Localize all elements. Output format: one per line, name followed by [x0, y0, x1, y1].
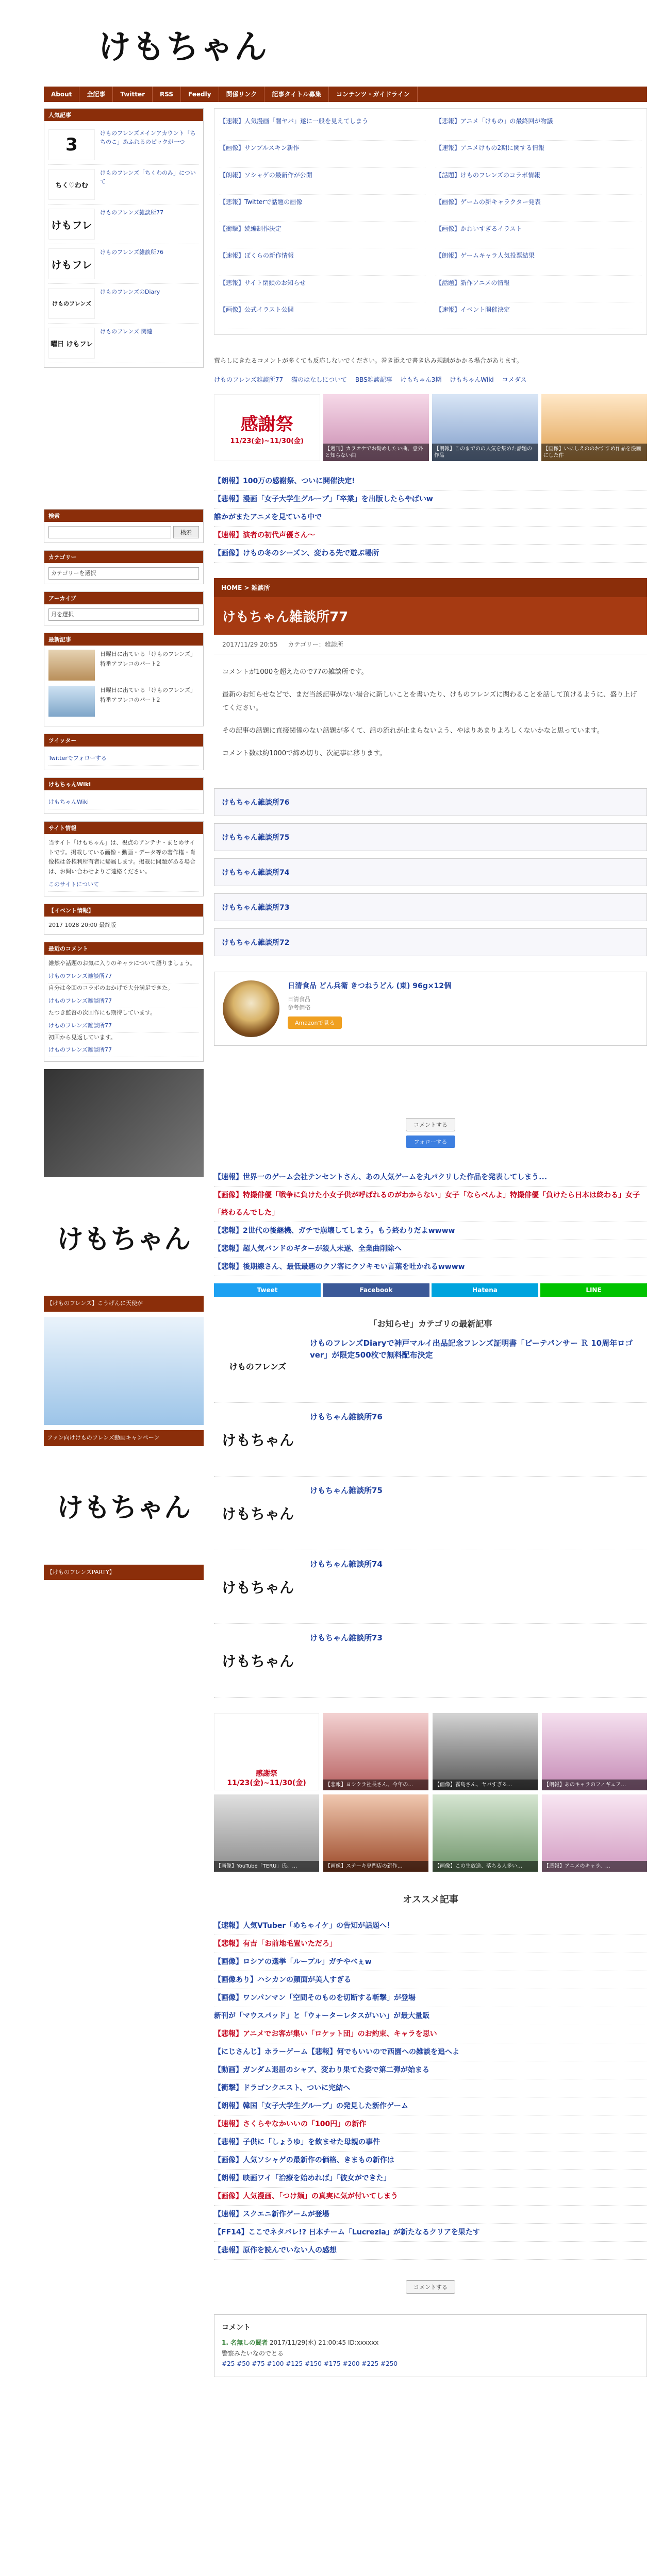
grid-card[interactable] — [542, 1794, 647, 1872]
comment-actions — [214, 1118, 647, 1148]
ad-caption: 【週刊】カラオケでお勧めしたい曲、意外と知らない曲 — [323, 444, 429, 461]
mid-link[interactable]: 【悲報】後期線さん、最低最悪のクソ客にクソキモい言葉を吐かれるwwww — [214, 1258, 647, 1276]
banner-text: けもちゃん — [56, 1493, 191, 1524]
rank-thumb: 曜日 けもフレ — [48, 328, 95, 359]
grid-card[interactable] — [323, 1794, 428, 1872]
buy-button[interactable]: Amazonで見る — [288, 1016, 342, 1029]
mid-link[interactable]: 【速報】世界一のゲーム会社テンセントさん、あの人気ゲームを丸パクリした作品を発表してしまう... — [214, 1168, 647, 1187]
headline-ticker — [214, 108, 647, 335]
event-text: 2017 1028 20:00 最終版 — [48, 921, 117, 928]
category-select[interactable]: カテゴリーを選択 — [48, 567, 199, 580]
sidebar-photo-banner[interactable] — [44, 1069, 204, 1177]
nav-about[interactable]: About — [44, 87, 79, 102]
search-title: 検索 — [44, 510, 203, 522]
nav-rss[interactable]: RSS — [153, 87, 181, 102]
ad-card[interactable] — [432, 394, 538, 461]
rank-item[interactable] — [48, 125, 199, 165]
headline-link[interactable]: 【悲報】サイト閉鎖のお知らせ — [220, 276, 425, 302]
bottom-link[interactable]: 【にじさんじ】ホラーゲーム【悲報】何でもいいので西園への雑談を追へよ — [214, 2043, 647, 2061]
mid-link-list — [214, 1168, 647, 1276]
article-body — [214, 654, 647, 781]
recent-item[interactable] — [48, 686, 199, 717]
category-thumb: けもちゃん — [221, 1432, 294, 1449]
top-link[interactable]: 誰かがまたアニメを見ている中で — [214, 509, 647, 527]
sidebar-banner[interactable] — [44, 1317, 204, 1425]
banner-caption[interactable]: 【けものフレンズ】こうげんに天使が — [44, 1296, 204, 1312]
bottom-link[interactable]: 【画像】人気漫画、「つけ麺」の真実に気が付いてしまう — [214, 2188, 647, 2206]
line-button[interactable]: LINE — [540, 1283, 647, 1297]
facebook-button[interactable]: Facebook — [323, 1283, 429, 1297]
product-maker: 日清食品 — [288, 996, 310, 1003]
ad-card[interactable] — [323, 394, 429, 461]
headline-link[interactable]: 【話題】新作アニメの情報 — [436, 276, 641, 302]
sub-nav-link[interactable]: けものフレンズ雑談所77 — [214, 376, 284, 384]
top-link[interactable]: 【速報】演者の初代声優さん～ — [214, 527, 647, 545]
osusume-heading: オススメ記事 — [403, 1894, 458, 1906]
comment-area — [214, 2314, 647, 2377]
comment-link[interactable]: けものフレンズ雑談所77 — [48, 1042, 199, 1057]
bottom-link[interactable]: 【画像】ロシアの選挙「ループル」ガチやべぇw — [214, 1953, 647, 1971]
rank-text[interactable]: けものフレンズ雑談所77 — [100, 209, 163, 216]
site-header — [0, 0, 662, 82]
headline-link[interactable]: 【悲報】Twitterで話題の画像 — [220, 195, 425, 222]
rank-text[interactable]: けものフレンズのDiary — [100, 289, 160, 295]
grid-caption: 【画像】ステーキ専門店の新作… — [323, 1861, 428, 1872]
wiki-title: けもちゃんWiki — [44, 778, 203, 790]
bottom-link[interactable]: 【FF14】ここでネタバレ!? 日本チーム「Lucrezia」が新たなるクリアを果たす — [214, 2224, 647, 2242]
comment-entry — [222, 2337, 639, 2369]
bottom-link[interactable]: 【画像あり】ハシカンの顔面が美人すぎる — [214, 1971, 647, 1989]
headline-link[interactable]: 【速報】アニメけもの2期に関する情報 — [436, 141, 641, 167]
notice-text: 荒らしにきたるコメントが多くても反応しないでください。巻き添えで書き込み規制がかかる場合があります。 — [214, 357, 523, 364]
article-paragraph: 最新のお知らせなどで、まだ当該記事がない場合に新しいことを書いたり、けものフレンズに関わることを話して頂けるように、盛り上げてください。 — [222, 691, 637, 713]
banner-caption[interactable]: 【けものフレンズPARTY】 — [44, 1565, 204, 1581]
related-link[interactable]: けもちゃん雑談所75 — [214, 823, 647, 851]
nav-twitter[interactable]: Twitter — [113, 87, 153, 102]
bottom-link[interactable]: 【悲報】原作を読んでいない人の感想 — [214, 2242, 647, 2260]
banner-text: けもちゃん — [56, 1224, 191, 1255]
comment-heading: コメント — [222, 2324, 251, 2332]
comment-actions-bottom — [214, 2280, 647, 2294]
comment-text: 雑然や話題のお気に入りのキャラについて語りましょう。 — [48, 960, 196, 967]
bottom-link[interactable]: 【悲報】子供に「しょうゆ」を飲ませた母親の事件 — [214, 2133, 647, 2151]
sub-nav-link[interactable]: コメダス — [502, 376, 527, 384]
event-box — [44, 904, 204, 935]
category-text[interactable]: けもちゃん雑談所75 — [310, 1486, 383, 1496]
grid-card[interactable] — [542, 1713, 647, 1790]
product-card — [214, 972, 647, 1046]
sale-date: 11/23(金)~11/30(金) — [230, 437, 304, 446]
share-row — [214, 1283, 647, 1297]
grid-sale[interactable] — [214, 1713, 319, 1790]
bottom-link[interactable]: 【衝撃】ドラゴンクエスト、ついに完結へ — [214, 2079, 647, 2097]
rank-item[interactable] — [48, 284, 199, 324]
headline-link[interactable]: 【画像】かわいすぎるイラスト — [436, 222, 641, 248]
site-logo[interactable]: けもちゃん — [98, 28, 268, 66]
comment-link[interactable]: けものフレンズ雑談所77 — [48, 993, 199, 1008]
twitter-box — [44, 734, 204, 770]
sub-nav-link[interactable]: BBS雑談記事 — [355, 376, 392, 384]
product-price-hint: 参考価格 — [288, 1004, 310, 1011]
rank-item[interactable] — [48, 165, 199, 205]
comment-date: 2017/11/29(水) 21:00:45 ID:xxxxxx — [269, 2339, 379, 2347]
twitter-link[interactable]: Twitterでフォローする — [48, 751, 199, 766]
grid-caption: 【画像】この生放送、落ちる人多い… — [433, 1861, 538, 1872]
search-input[interactable] — [48, 526, 171, 538]
recent-item[interactable] — [48, 650, 199, 681]
related-link[interactable]: けもちゃん雑談所76 — [214, 788, 647, 816]
sidebar-banner[interactable] — [44, 1451, 204, 1560]
mid-link[interactable]: 【画像】特撮俳優「戦争に負けた小女子供が呼ばれるのがわからない」女子「ならべんよ」特撮俳優「負けたら日本は終わる」女子「終わるんでした」 — [214, 1187, 647, 1222]
archive-select[interactable]: 月を選択 — [48, 608, 199, 621]
wiki-link[interactable]: けもちゃんWiki — [48, 794, 199, 809]
comment-link[interactable]: けものフレンズ雑談所77 — [48, 969, 199, 984]
category-thumb: けもちゃん — [221, 1505, 294, 1523]
bottom-link[interactable]: 【動画】ガンダム退屈のシャア、変わり果てた姿で第二弾が始まる — [214, 2061, 647, 2079]
headline-link[interactable]: 【朗報】ソシャゲの最新作が公開 — [220, 168, 425, 195]
comment-text: 自分は今回のコラボのおかげで大分満足できた。 — [48, 985, 173, 992]
wiki-box — [44, 777, 204, 814]
article-paragraph: その記事の話題に直接関係のない話題が多くて、話の流れが止まらないよう、やはりあまりよろしくないかなと思っています。 — [222, 727, 604, 735]
sub-nav — [214, 375, 647, 384]
nav-title-request[interactable]: 記事タイトル募集 — [264, 87, 329, 102]
nav-related-links[interactable]: 関係リンク — [219, 87, 265, 102]
bottom-link[interactable]: 【画像】人気ソシャゲの最新作の価格、きまもの新作は — [214, 2151, 647, 2170]
archive-box — [44, 591, 204, 625]
bottom-link[interactable]: 新刊が「マウスパッド」と「ウォーターレタスがいい」が最大量販 — [214, 2007, 647, 2025]
sub-nav-link[interactable]: けもちゃん3期 — [400, 376, 442, 384]
top-link[interactable]: 【朗報】100万の感謝祭、ついに開催決定! — [214, 472, 647, 490]
article-title: けもちゃん雑談所77 — [214, 597, 647, 635]
ad-caption: 【朗報】このまでのの人気を集めた話題の作品 — [432, 444, 538, 461]
category-text[interactable]: けもちゃん雑談所74 — [310, 1560, 383, 1569]
grid-caption: 【悲報】ヨシクラ社長さん、今年の… — [323, 1780, 428, 1790]
rank-item[interactable] — [48, 205, 199, 244]
event-title: 【イベント情報】 — [44, 904, 203, 917]
breadcrumb[interactable]: HOME > 雑談所 — [214, 578, 647, 597]
category-item[interactable] — [214, 1411, 647, 1477]
sidebar-spacer — [44, 375, 204, 509]
recent-comment[interactable]: 日曜日に出ている「けものフレンズ」特番アフレコのパート2 — [100, 651, 196, 667]
site-info-title: サイト情報 — [44, 822, 203, 834]
rank-item[interactable] — [48, 324, 199, 363]
category-item[interactable] — [214, 1632, 647, 1698]
rank-thumb: けもフレ — [48, 209, 95, 240]
headline-link[interactable]: 【話題】けものフレンズのコラボ情報 — [436, 168, 641, 195]
article-paragraph: コメントが1000を超えたので77の雑談所です。 — [222, 668, 368, 676]
mid-link[interactable]: 【悲報】2世代の後継機、ガチで崩壊してしまう。もう終わりだよwwww — [214, 1222, 647, 1240]
ad-row — [214, 394, 647, 461]
bottom-link[interactable]: 【速報】さくらやなかいいの「100円」の新作 — [214, 2115, 647, 2133]
comment-anchor-links[interactable]: #25 #50 #75 #100 #125 #150 #175 #200 #225 #250 — [222, 2360, 398, 2368]
related-link[interactable]: けもちゃん雑談所74 — [214, 858, 647, 886]
recent-comment[interactable]: 日曜日に出ている「けものフレンズ」特番アフレコのパート2 — [100, 687, 196, 703]
main-content — [214, 108, 647, 2377]
search-box — [44, 509, 204, 543]
tweet-button[interactable]: Tweet — [214, 1283, 321, 1297]
comment-button[interactable]: コメントする — [406, 1118, 455, 1131]
headline-link[interactable]: 【朗報】ゲームキャラ人気投票結果 — [436, 248, 641, 275]
category-thumb: けものフレンズ — [229, 1361, 287, 1371]
category-text[interactable]: けものフレンズDiaryで神戸マルイ出品記念フレンズ証明書「ピーテパンサー Ｒ 10周年ロゴver」が限定500枚で無料配布決定 — [310, 1338, 633, 1360]
sub-nav-link[interactable]: けもちゃんWiki — [450, 376, 494, 384]
sidebar — [44, 108, 204, 1585]
category-box — [44, 550, 204, 584]
search-button[interactable]: 検索 — [173, 526, 199, 538]
comment-body: 警察みたいなのでとる — [222, 2349, 284, 2357]
rank-text[interactable]: けものフレンズ「ちくわのみ」について — [100, 170, 196, 185]
rank-text[interactable]: けものフレンズメインアカウント「ちちのこ」あふれるのピックが一つ — [100, 130, 196, 145]
headline-link[interactable]: 【画像】ゲームの新キャラクター発表 — [436, 195, 641, 222]
bottom-link[interactable]: 【速報】人気VTuber「めちゃイケ」の告知が話題へ！ — [214, 1917, 647, 1935]
bottom-link[interactable]: 【朗報】映画ワイ「治療を始めれば」「彼女ができた」 — [214, 2170, 647, 2188]
banner-caption[interactable]: ファン向けけものフレンズ動画キャンペーン — [44, 1430, 204, 1446]
comment-button[interactable]: コメントする — [406, 2280, 455, 2294]
bottom-link[interactable]: 【画像】ワンパンマン「空間そのものを切断する斬撃」が登場 — [214, 1989, 647, 2007]
headline-link[interactable]: 【悲報】アニメ「けもの」の最終回が物議 — [436, 114, 641, 141]
category-thumb: けもちゃん — [221, 1653, 294, 1670]
bottom-link-list — [214, 1917, 647, 2260]
category-item[interactable] — [214, 1485, 647, 1550]
nav-all-articles[interactable]: 全記事 — [79, 87, 113, 102]
headline-link[interactable]: 【速報】ぼくらの新作情報 — [220, 248, 425, 275]
bottom-link[interactable]: 【悲報】有吉「お前地毛置いただろ」 — [214, 1935, 647, 1953]
rank-thumb: ちく♡わむ — [48, 169, 95, 200]
ranking-title: 人気記事 — [44, 109, 203, 121]
rank-thumb: けもフレ — [48, 248, 95, 279]
product-image[interactable] — [223, 980, 279, 1037]
comments-title: 最近のコメント — [44, 942, 203, 955]
ranking-box — [44, 108, 204, 368]
sidebar-banner[interactable] — [44, 1182, 204, 1291]
grid-card[interactable] — [433, 1713, 538, 1790]
grid-card[interactable] — [214, 1794, 319, 1872]
related-link[interactable]: けもちゃん雑談所73 — [214, 893, 647, 921]
ad-caption: 【画像】いにしえののおすすめ作品を漫画にした件 — [541, 444, 648, 461]
article-meta: 2017/11/29 20:55 カテゴリー：雑談所 — [214, 635, 647, 654]
grid-caption: 感謝祭 11/23(金)~11/30(金) — [227, 1770, 306, 1788]
nav-guidelines[interactable]: コンテンツ・ガイドライン — [329, 87, 418, 102]
nav-feedly[interactable]: Feedly — [181, 87, 219, 102]
grid-card[interactable] — [323, 1713, 428, 1790]
sale-banner[interactable] — [214, 394, 320, 461]
comments-box — [44, 942, 204, 1062]
headline-link[interactable]: 【速報】人気漫画「闇ヤバ」遂に一般を見えてしまう — [220, 114, 425, 141]
top-link-list — [214, 472, 647, 563]
category-title: カテゴリー — [44, 551, 203, 563]
site-info-link[interactable]: このサイトについて — [48, 877, 199, 892]
bottom-link[interactable]: 【速報】スクエニ新作ゲームが登場 — [214, 2206, 647, 2224]
recent-box — [44, 633, 204, 726]
site-info-text: 当サイト「けもちゃん」は、視点のアンテナ・まとめサイトです。掲載している画像・動画・データ等の著作権・肖像権は各権利所有者に帰属します。掲載に問題がある場合は、お問い合わせよりご連絡ください。 — [48, 839, 196, 875]
category-text[interactable]: けもちゃん雑談所73 — [310, 1633, 383, 1643]
category-item[interactable] — [214, 1558, 647, 1624]
twitter-title: ツイッター — [44, 734, 203, 747]
comment-text: 初回から見返しています。 — [48, 1033, 117, 1041]
bottom-link[interactable]: 【朗報】韓国「女子大学生グループ」の発見した新作ゲーム — [214, 2097, 647, 2115]
headline-link[interactable]: 【画像】サンプルスキン新作 — [220, 141, 425, 167]
recent-thumb — [48, 650, 95, 681]
rank-thumb: けものフレンズ — [48, 288, 95, 319]
rank-item[interactable] — [48, 244, 199, 284]
grid-caption: 【朗報】あのキャラのフィギュア… — [542, 1780, 647, 1790]
category-thumb: けもちゃん — [221, 1579, 294, 1597]
grid-caption: 【画像】YouTube「TERU」氏、… — [214, 1861, 319, 1872]
article-grid — [214, 1713, 647, 1872]
rank-thumb: 3 — [48, 129, 95, 160]
recent-title: 最新記事 — [44, 633, 203, 646]
grid-card[interactable] — [433, 1794, 538, 1872]
grid-caption: 【画像】霧島さん、ヤバすぎる… — [433, 1780, 538, 1790]
headline-link[interactable]: 【衝撃】続編制作決定 — [220, 222, 425, 248]
hatena-button[interactable]: Hatena — [432, 1283, 538, 1297]
follow-button[interactable]: フォローする — [406, 1136, 456, 1148]
sale-title: 感謝祭 — [240, 414, 293, 435]
category-text[interactable]: けもちゃん雑談所76 — [310, 1412, 383, 1422]
headline-link[interactable]: 【画像】公式イラスト公開 — [220, 302, 425, 329]
ad-card[interactable] — [541, 394, 648, 461]
comment-text: たつき監督の次回作にも期待しています。 — [48, 1009, 156, 1016]
grid-caption: 【悲報】アニメのキャラ、… — [542, 1861, 647, 1872]
main-nav — [44, 87, 647, 102]
archive-title: アーカイブ — [44, 592, 203, 604]
comment-link[interactable]: けものフレンズ雑談所77 — [48, 1018, 199, 1033]
bottom-link[interactable]: 【悲報】アニメでお客が集い「ロケット団」のお約束、キャラを思い — [214, 2025, 647, 2043]
category-item[interactable] — [214, 1337, 647, 1403]
category-heading: 「お知らせ」カテゴリの最新記事 — [369, 1319, 492, 1329]
comment-author: 1. 名無しの賢者 — [222, 2339, 268, 2347]
mid-link[interactable]: 【悲報】超人気バンドのギターが殺人未遂、全業曲削除へ — [214, 1240, 647, 1258]
headline-link[interactable]: 【速報】イベント開催決定 — [436, 302, 641, 329]
rank-text[interactable]: けものフレンズ 関連 — [100, 328, 153, 335]
top-link[interactable]: 【画像】けもの冬のシーズン、変わる先で遊ぶ場所 — [214, 545, 647, 563]
sub-nav-link[interactable]: 猫のはなしについて — [291, 376, 347, 384]
top-link[interactable]: 【悲報】漫画「女子大学生グループ」「卒業」を出版したらやばいw — [214, 490, 647, 509]
article-paragraph: コメント数は約1000で締め切り、次記事に移ります。 — [222, 750, 387, 758]
recent-thumb — [48, 686, 95, 717]
site-info-box — [44, 821, 204, 896]
related-link[interactable]: けもちゃん雑談所72 — [214, 928, 647, 956]
rank-text[interactable]: けものフレンズ雑談所76 — [100, 249, 163, 256]
product-name[interactable]: 日清食品 どん兵衛 きつねうどん (東) 96g×12個 — [288, 982, 452, 991]
